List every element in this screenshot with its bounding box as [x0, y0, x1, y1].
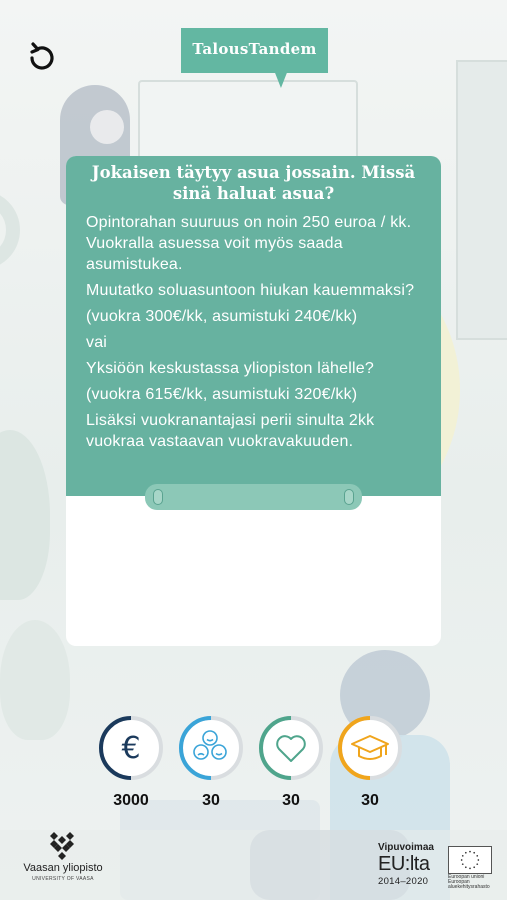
eu-years: 2014–2020: [378, 876, 429, 887]
question-card: [66, 156, 441, 646]
university-name: Vaasan yliopisto: [23, 862, 103, 874]
swipe-right-knob[interactable]: [344, 489, 354, 505]
eu-line2: EU:lta: [378, 853, 430, 875]
university-subtitle: UNIVERSITY OF VAASA: [32, 876, 94, 882]
euro-icon: [121, 731, 140, 766]
money-value: 3000: [113, 792, 149, 809]
swipe-left-knob[interactable]: [153, 489, 163, 505]
money-meter: [99, 716, 163, 780]
question-title: Jokaisen täytyy asua jossain. Missä sinä haluat asua?: [91, 163, 416, 203]
app-title: TalousTandem: [192, 40, 317, 58]
restart-icon: [24, 40, 60, 76]
study-value: 30: [361, 792, 379, 809]
swipe-handle[interactable]: [145, 484, 362, 510]
question-paragraph: (vuokra 615€/kk, asumistuki 320€/kk): [86, 386, 358, 403]
question-paragraph: Muutatko soluasuntoon hiukan kauemmaksi?: [86, 282, 415, 299]
restart-button[interactable]: [24, 40, 60, 76]
social-meter: [179, 716, 243, 780]
question-paragraph: Lisäksi vuokranantajasi perii sinulta 2kk vuokraa vastaavan vuokravakuuden.: [86, 412, 375, 450]
question-paragraph: Yksiöön keskustassa yliopiston lähelle?: [86, 360, 374, 377]
svg-text:€: €: [121, 731, 141, 766]
university-heart-icon: [46, 828, 78, 860]
study-meter: [338, 716, 402, 780]
question-body: [86, 212, 427, 457]
wellbeing-meter: [259, 716, 323, 780]
eu-logo: [378, 842, 496, 888]
social-value: 30: [202, 792, 220, 809]
eu-flag-text: Euroopan unioni Euroopan aluekehitysrahasto: [448, 874, 490, 890]
university-logo: [14, 826, 112, 886]
eu-flag-icon: [448, 846, 492, 874]
wellbeing-value: 30: [282, 792, 300, 809]
question-paragraph: (vuokra 300€/kk, asumistuki 240€/kk): [86, 308, 358, 325]
question-paragraph: Opintorahan suuruus on noin 250 euroa / kk. Vuokralla asuessa voit myös saada asumistukea.: [86, 214, 412, 273]
eu-line1: Vipuvoimaa: [378, 842, 434, 853]
app-title-banner: [181, 28, 328, 88]
question-paragraph: vai: [86, 334, 108, 351]
